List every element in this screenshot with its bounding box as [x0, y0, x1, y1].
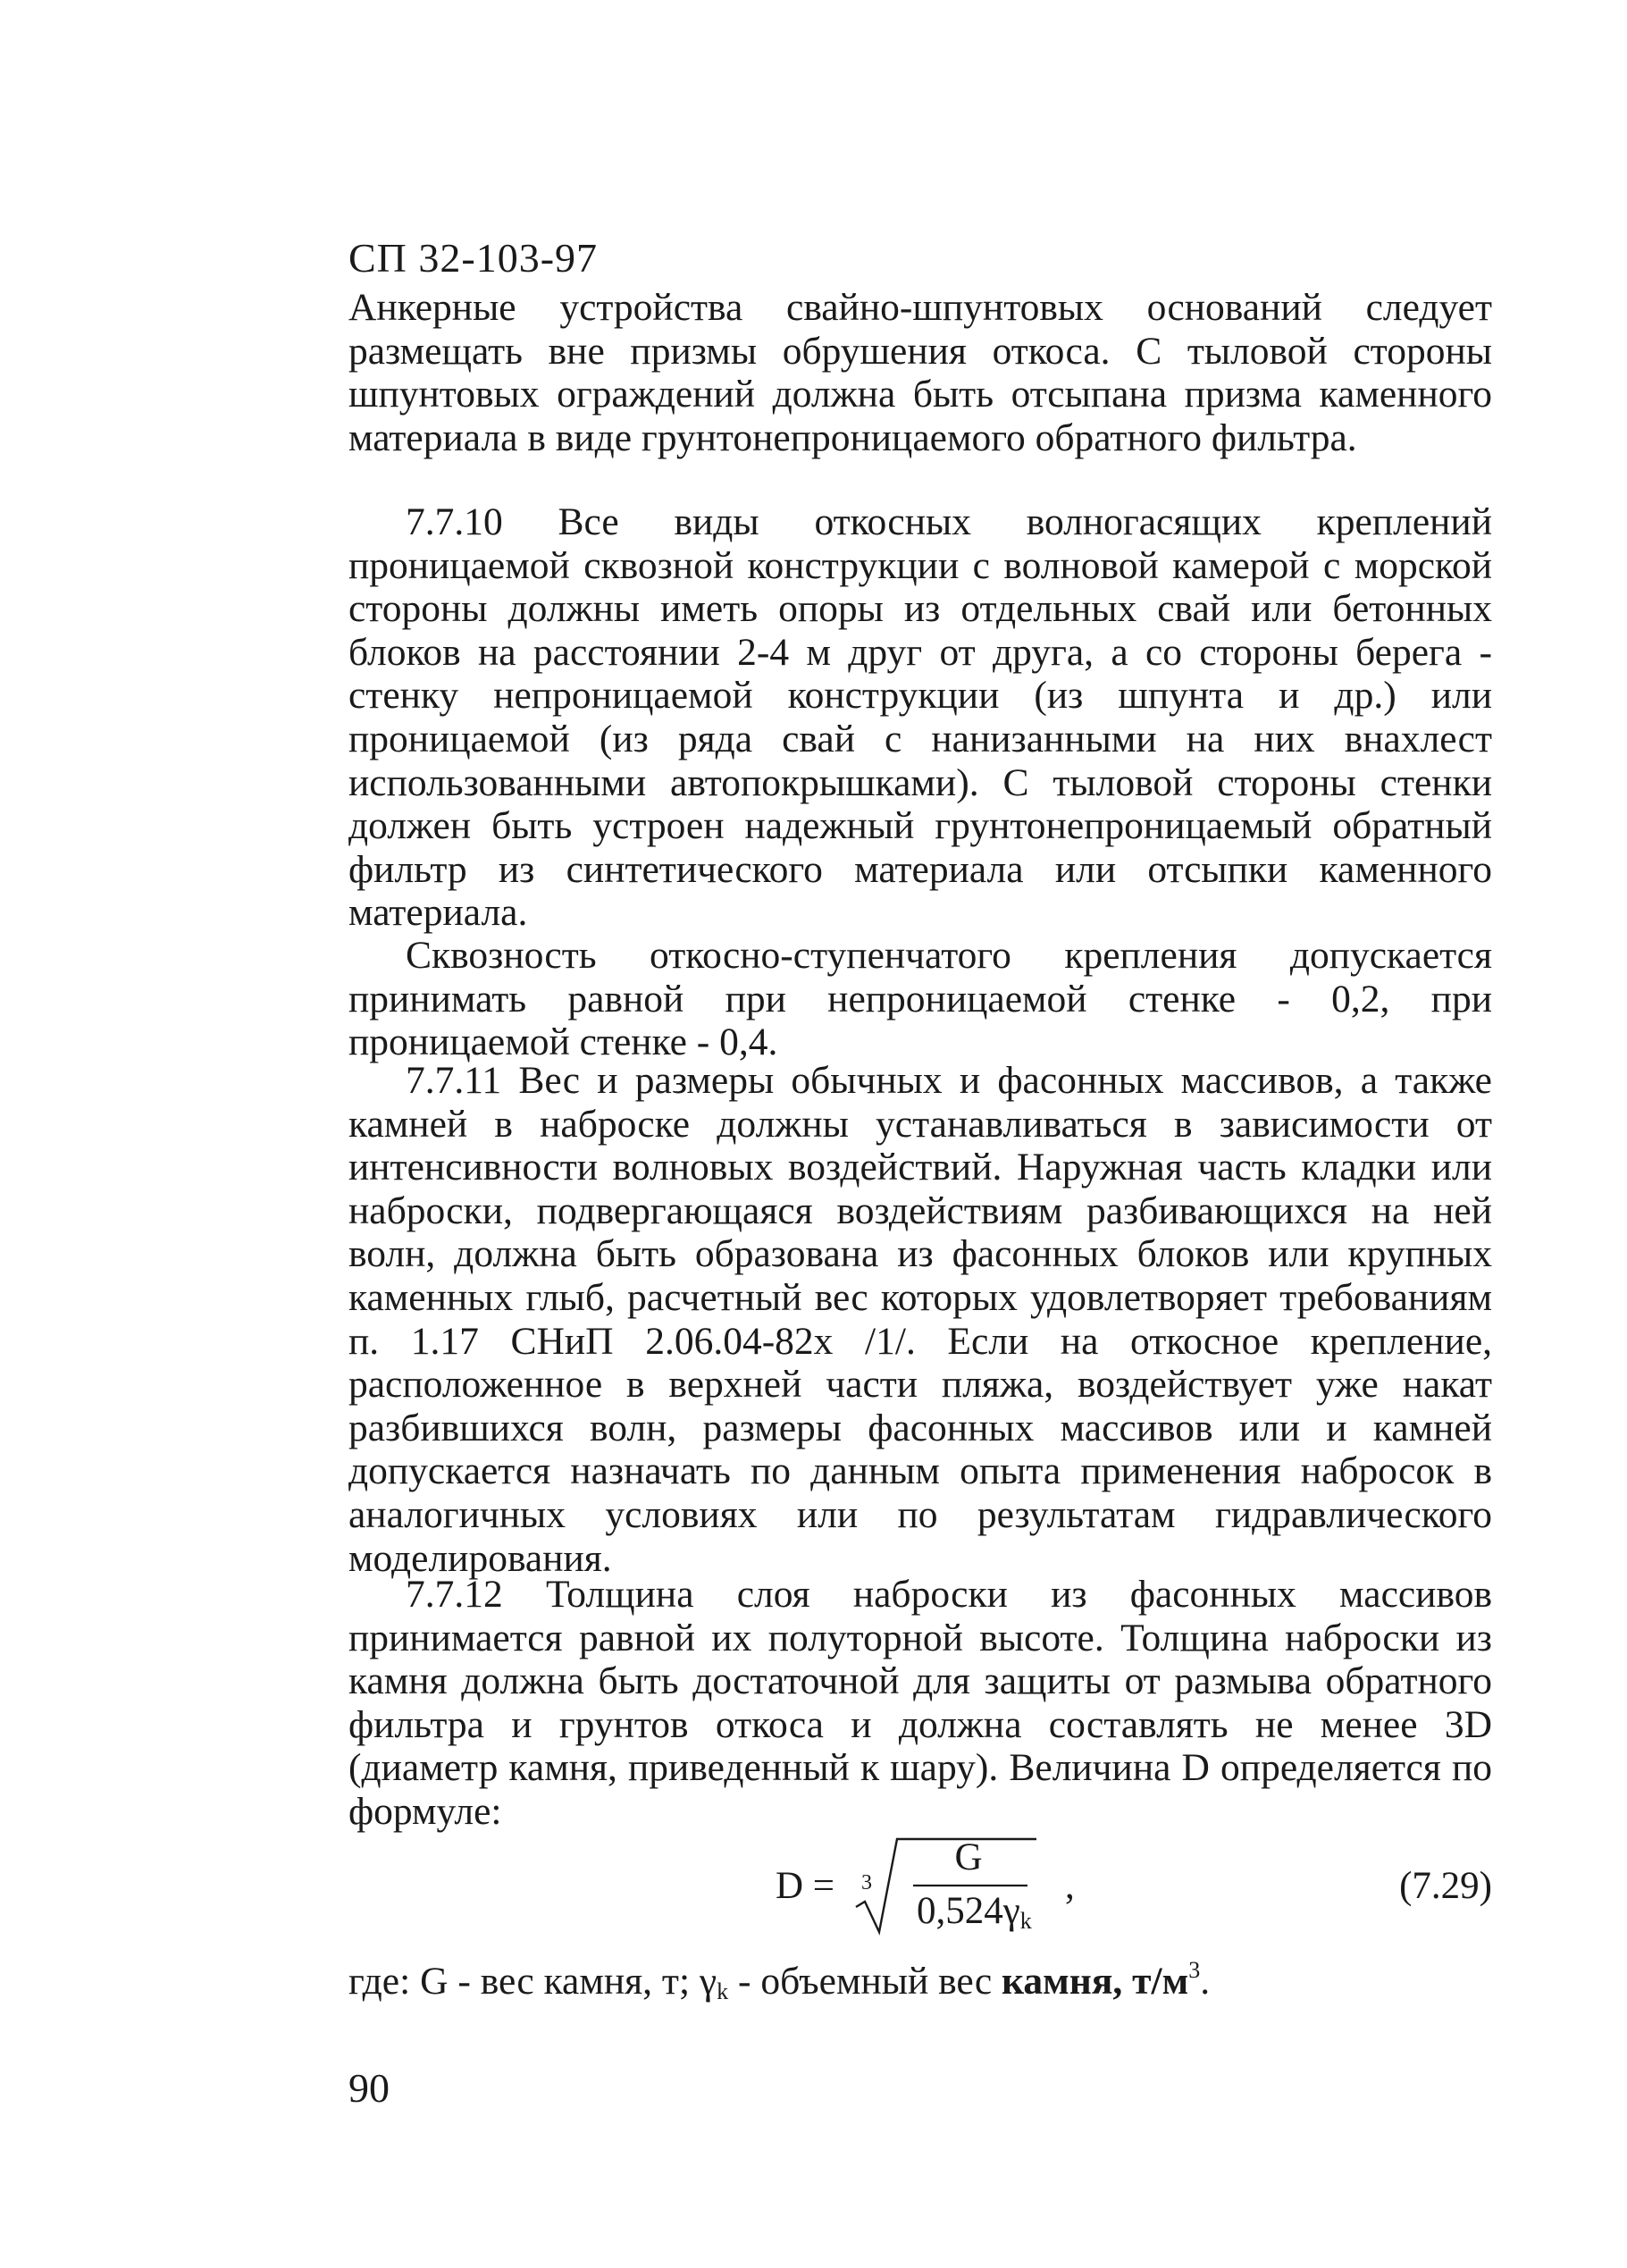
- where-subscript: k: [717, 1978, 729, 2004]
- paragraph-7-7-11: 7.7.11 Вес и размеры обычных и фасонных массивов, а также камней в наброске должны устанавливаться в зависимости от интенсивности волновых воздействий. Наружная часть кладки или наброски, подвергающаяся воздействиям разбивающихся на ней волн, должна быть образована из фасонных блоков или крупных каменных глыб, расчетный вес которых удовлетворяет требованиям п. 1.17 СНиП 2.06.04-82х /1/. Если на откосное крепление, расположенное в верхней части пляжа, воздействует уже накат разбившихся волн, размеры фасонных массивов или и камней допускается назначать по данным опыта применения набросок в аналогичных условиях или по результатам гидравлического моделирования.: [348, 1059, 1492, 1580]
- formula-denominator: [917, 1889, 1033, 1935]
- paragraph-porosity: Сквозность откосно-ступенчатого крепления допускается принимать равной при непроницаемой стенке - 0,2, при проницаемой стенке - 0,4.: [348, 934, 1492, 1064]
- denominator-subscript: k: [1019, 1908, 1032, 1934]
- page-number: 90: [348, 2065, 390, 2111]
- where-superscript: 3: [1188, 1957, 1201, 1983]
- formula-row: [348, 1832, 1492, 1939]
- root-index: 3: [861, 1871, 872, 1894]
- denominator-text: 0,524γ: [917, 1890, 1020, 1932]
- where-bold-text: камня, т/м: [1002, 1960, 1189, 2003]
- paragraph-7-7-10: 7.7.10 Все виды откосных волногасящих креплений проницаемой сквозной конструкции с волновой камерой с морской стороны должны иметь опоры из отдельных свай или бетонных блоков на расстоянии 2-4 м друг от друга, а со стороны берега - стенку непроницаемой конструкции (из шпунта и др.) или проницаемой (из ряда свай с нанизанными на них внахлест использованными автопокрышками). С тыловой стороны стенки должен быть устроен надежный грунтонепроницаемый обратный фильтр из синтетического материала или отсыпки каменного материала.: [348, 500, 1492, 935]
- document-code: СП 32-103-97: [348, 235, 599, 281]
- where-end: .: [1200, 1960, 1211, 2003]
- formula-lhs: D =: [776, 1865, 835, 1907]
- formula-explanation: [348, 1957, 1210, 2005]
- paragraph-anchors: Анкерные устройства свайно-шпунтовых оснований следует размещать вне призмы обрушения откоса. С тыловой стороны шпунтовых ограждений должна быть отсыпана призма каменного материала в виде грунтонепроницаемого обратного фильтра.: [348, 286, 1492, 459]
- where-text-1: где: G - вес камня, т; γ: [348, 1960, 717, 2003]
- equation-number: (7.29): [1399, 1865, 1492, 1907]
- where-text-2: - объемный вес: [728, 1960, 1002, 2003]
- paragraph-7-7-12: 7.7.12 Толщина слоя наброски из фасонных массивов принимается равной их полуторной высоте. Толщина наброски из камня должна быть достаточной для защиты от размыва обратного фильтра и грунтов откоса и должна составлять не менее 3D (диаметр камня, приведенный к шару). Величина D определяется по формуле:: [348, 1573, 1492, 1833]
- formula-comma: ,: [1065, 1865, 1075, 1907]
- cube-root: [852, 1832, 1075, 1939]
- formula-numerator: G: [954, 1836, 983, 1878]
